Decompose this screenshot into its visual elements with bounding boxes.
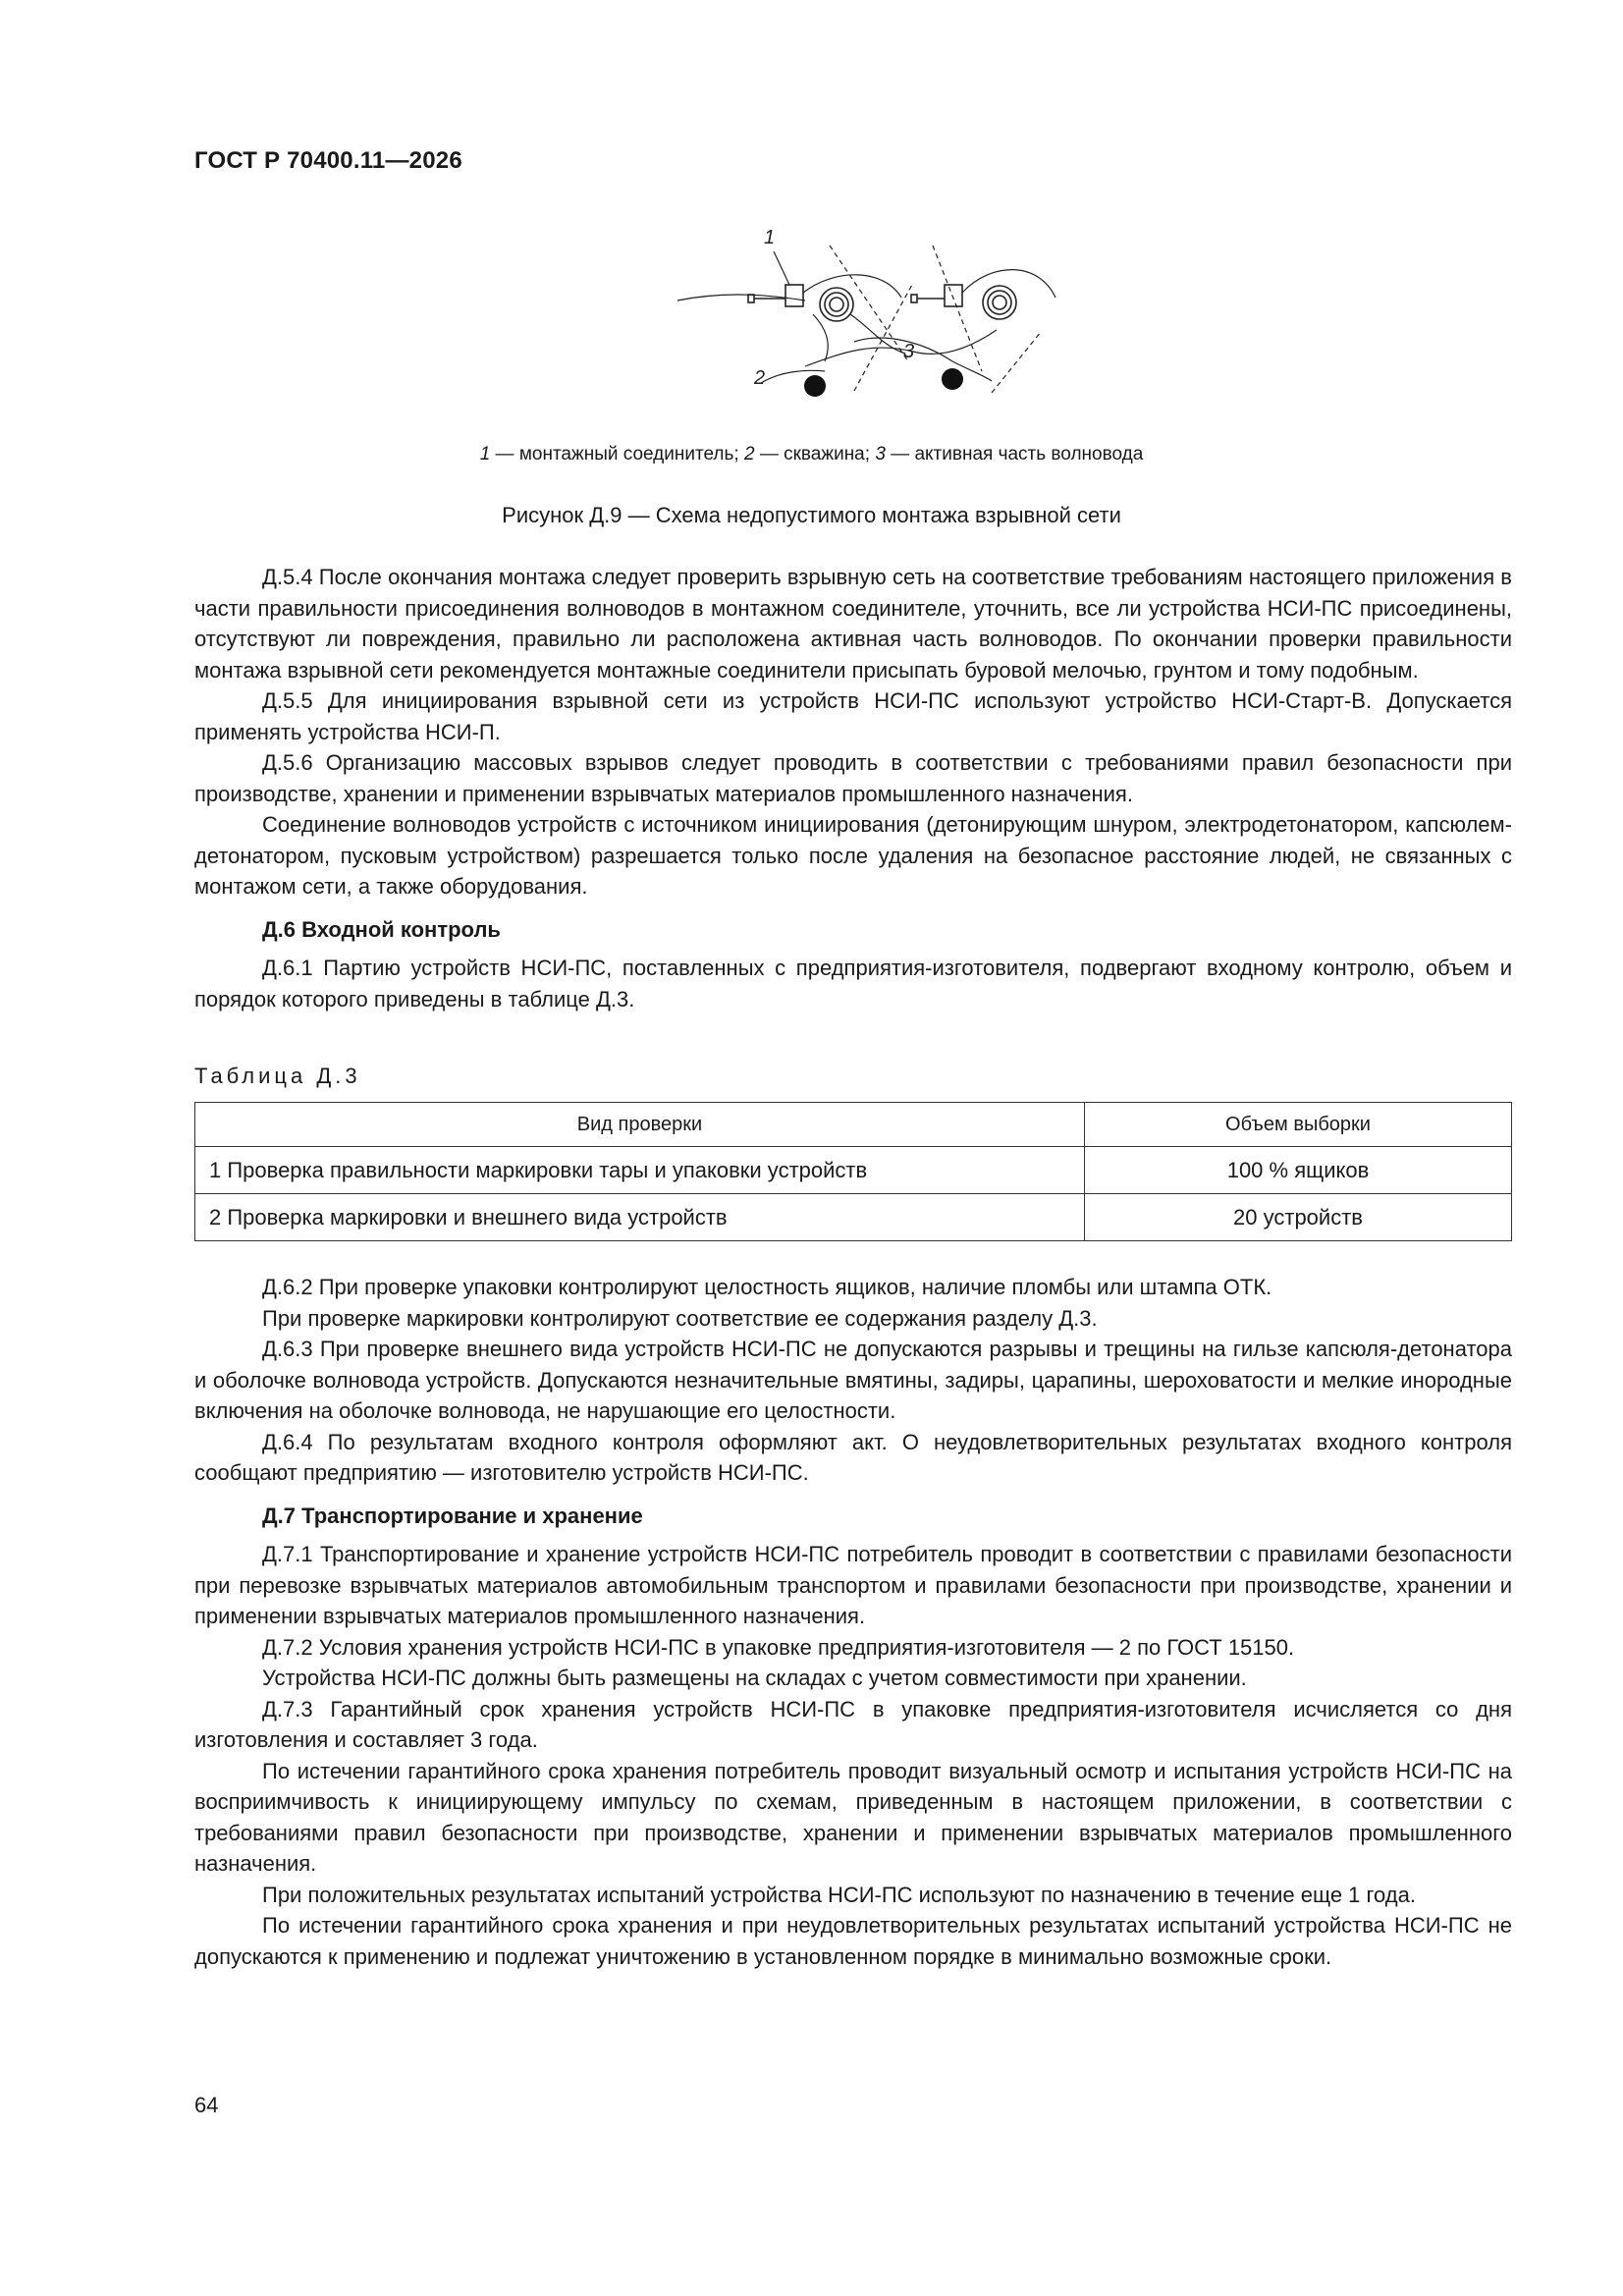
column-header: Объем выборки bbox=[1085, 1103, 1512, 1147]
legend-num: 1 bbox=[479, 444, 491, 465]
table-row bbox=[195, 1194, 1512, 1241]
callout-1: 1 bbox=[764, 227, 776, 248]
table-cell: 1 Проверка правильности маркировки тары и упаковки устройств bbox=[195, 1147, 1085, 1194]
paragraph: Д.7.3 Гарантийный срок хранения устройств НСИ-ПС в упаковке предприятия-изготовителя исчисляется со дня изготовления и составляет 3 года. bbox=[194, 1696, 1512, 1752]
paragraph: Д.5.5 Для инициирования взрывной сети из устройств НСИ-ПС используют устройство НСИ-Старт-В. Допускается применять устройства НСИ-П. bbox=[194, 688, 1512, 744]
table-header-row bbox=[195, 1103, 1512, 1147]
legend-num: 3 bbox=[875, 444, 886, 465]
borehole-mark bbox=[804, 375, 826, 397]
document-header: ГОСТ Р 70400.11—2026 bbox=[194, 147, 462, 174]
callout-2: 2 bbox=[754, 367, 766, 389]
figure-legend bbox=[0, 444, 1623, 465]
table-cell: 20 устройств bbox=[1085, 1194, 1512, 1241]
body-text-section-d5-d6 bbox=[194, 562, 1512, 1014]
table-row bbox=[195, 1147, 1512, 1194]
paragraph: При положительных результатах испытаний устройства НСИ-ПС используют по назначению в течение еще 1 года. bbox=[262, 1882, 1416, 1907]
figure-title: Рисунок Д.9 — Схема недопустимого монтажа взрывной сети bbox=[502, 503, 1121, 527]
paragraph: Д.5.4 После окончания монтажа следует проверить взрывную сеть на соответствие требованиям настоящего приложения в части правильности присоединения волноводов в монтажном соединителе, уточнить, все ли устройства НСИ-ПС присоединены, отсутствуют ли повреждения, правильно ли расположена активная часть волноводов. По окончании проверки правильности монтажа взрывной сети рекомендуется монтажные соединители присыпать буровой мелочью, грунтом и тому подобным. bbox=[194, 565, 1512, 683]
paragraph: Соединение волноводов устройств с источником инициирования (детонирующим шнуром, электродетонатором, капсюлем-детонатором, пусковым устройством) разрешается только после удаления на безопасное расстояние людей, не связанных с монтажом сети, а также оборудования. bbox=[194, 812, 1512, 899]
column-header: Вид проверки bbox=[195, 1103, 1085, 1147]
borehole-mark bbox=[942, 368, 963, 390]
paragraph: Д.6.2 При проверке упаковки контролируют целостность ящиков, наличие пломбы или штампа ОТК. bbox=[262, 1275, 1272, 1299]
table-cell: 100 % ящиков bbox=[1085, 1147, 1512, 1194]
paragraph: Устройства НСИ-ПС должны быть размещены на складах с учетом совместимости при хранении. bbox=[262, 1666, 1247, 1690]
paragraph: Д.7.2 Условия хранения устройств НСИ-ПС в упаковке предприятия-изготовителя — 2 по ГОСТ 15150. bbox=[262, 1634, 1295, 1660]
paragraph: Д.7.1 Транспортирование и хранение устройств НСИ-ПС потребитель проводит в соответствии с правилами безопасности при перевозке взрывчатых материалов автомобильным транспортом и правилами безопасности при производстве, хранении и применении взрывчатых материалов промышленного назначения. bbox=[194, 1542, 1512, 1628]
section-heading: Д.6 Входной контроль bbox=[262, 916, 501, 942]
section-heading: Д.7 Транспортирование и хранение bbox=[262, 1503, 643, 1528]
paragraph: По истечении гарантийного срока хранения и при неудовлетворительных результатах испытаний устройства НСИ-ПС не допускаются к применению и подлежат уничтожению в установленном порядке в минимально возможные сроки. bbox=[194, 1913, 1512, 1969]
legend-text: — монтажный соединитель; bbox=[490, 444, 744, 465]
paragraph: При проверке маркировки контролируют соответствие ее содержания разделу Д.3. bbox=[262, 1305, 1098, 1331]
paragraph: По истечении гарантийного срока хранения потребитель проводит визуальный осмотр и испытания устройств НСИ-ПС на восприимчивость к инициирующему импульсу по схемам, приведенным в настоящем приложении, в соответствии с требованиями правил безопасности при производстве, хранении и применении взрывчатых материалов промышленного назначения. bbox=[194, 1758, 1512, 1876]
page-number: 64 bbox=[194, 2093, 219, 2117]
body-text-section-d6-d7 bbox=[194, 1272, 1512, 1972]
paragraph: Д.6.3 При проверке внешнего вида устройств НСИ-ПС не допускаются разрывы и трещины на гильзе капсюля-детонатора и оболочке волновода устройств. Допускаются незначительные вмятины, задиры, царапины, шероховатости и мелкие инородные включения на оболочке волновода, не нарушающие его целостности. bbox=[194, 1337, 1512, 1423]
callout-3: 3 bbox=[903, 341, 915, 362]
legend-text: — скважина; bbox=[754, 444, 876, 465]
table-cell: 2 Проверка маркировки и внешнего вида устройств bbox=[195, 1194, 1085, 1241]
inspection-table bbox=[194, 1102, 1512, 1241]
table-title: Таблица Д.3 bbox=[194, 1064, 361, 1088]
paragraph: Д.6.4 По результатам входного контроля оформляют акт. О неудовлетворительных результатах входного контроля сообщают предприятию — изготовителю устройств НСИ-ПС. bbox=[194, 1429, 1512, 1485]
paragraph: Д.5.6 Организацию массовых взрывов следует проводить в соответствии с требованиями правил безопасности при производстве, хранении и применении взрывчатых материалов промышленного назначения. bbox=[194, 750, 1512, 806]
blast-network-diagram bbox=[658, 224, 1070, 401]
paragraph: Д.6.1 Партию устройств НСИ-ПС, поставленных с предприятия-изготовителя, подвергают входному контролю, объем и порядок которого приведены в таблице Д.3. bbox=[194, 956, 1512, 1011]
legend-text: — активная часть волновода bbox=[885, 444, 1144, 465]
legend-num: 2 bbox=[743, 444, 755, 465]
